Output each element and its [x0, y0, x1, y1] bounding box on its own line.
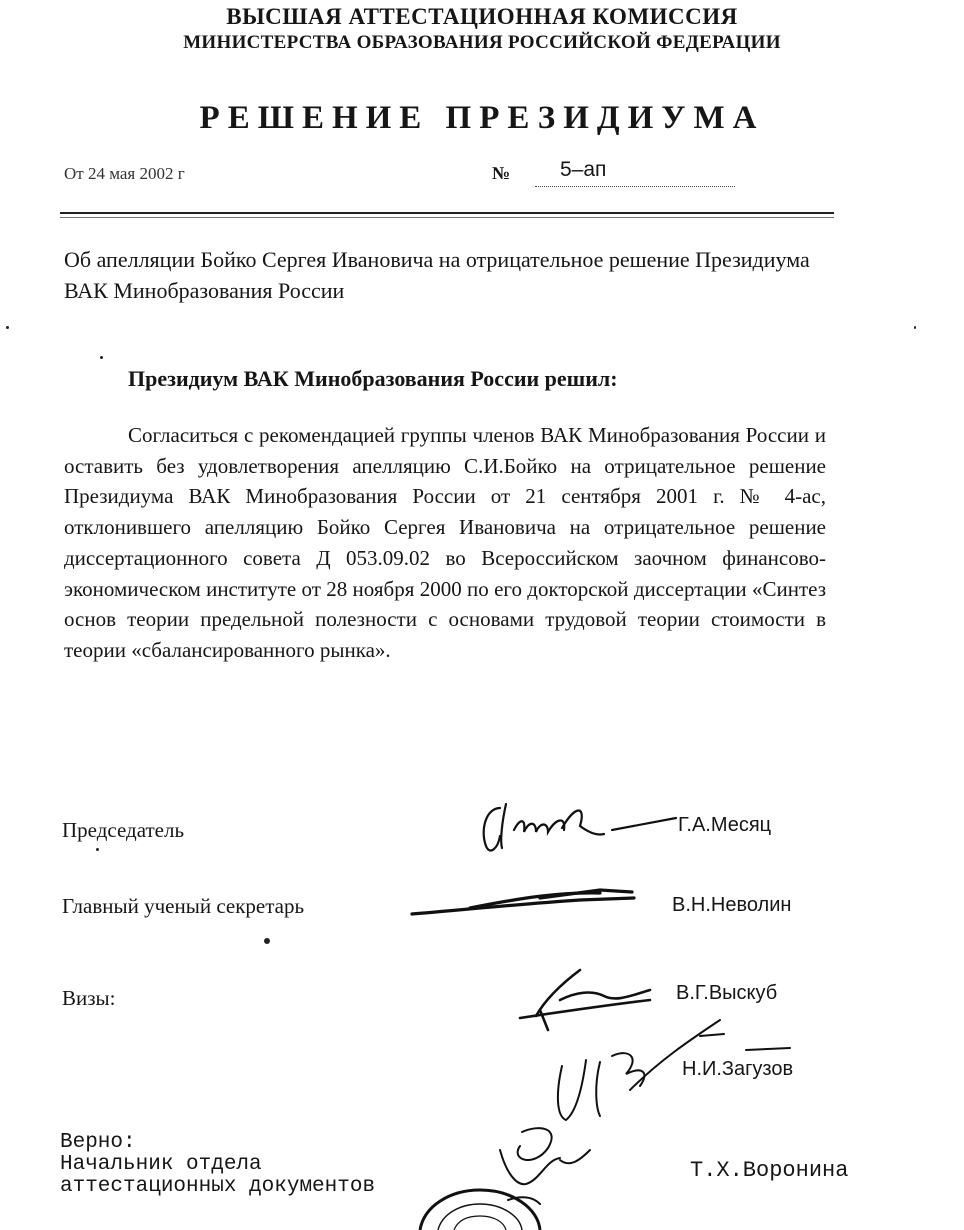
document-number: 5–ап — [560, 158, 607, 181]
visa1-signature — [520, 970, 650, 1030]
scan-speck — [6, 326, 9, 329]
chairman-name: Г.А.Месяц — [678, 814, 772, 836]
organization-name: ВЫСШАЯ АТТЕСТАЦИОННАЯ КОМИССИЯ — [226, 4, 738, 29]
visa1-name: В.Г.Выскуб — [676, 982, 778, 1004]
secretary-name: В.Н.Неволин — [672, 894, 792, 916]
scan-speck — [264, 938, 270, 944]
official-stamp — [420, 1190, 540, 1230]
resolution-heading: Президиум ВАК Минобразования России решил: — [128, 366, 618, 391]
chairman-role: Председатель — [62, 818, 185, 842]
ministry-name: МИНИСТЕРСТВА ОБРАЗОВАНИЯ РОССИЙСКОЙ ФЕДЕРАЦИИ — [183, 32, 781, 53]
secretary-signature — [412, 890, 634, 914]
number-label: № — [492, 163, 511, 183]
scan-speck — [100, 356, 103, 359]
certifier-name: Т.Х.Воронина — [690, 1158, 849, 1183]
scan-speck — [96, 848, 99, 851]
verified-label: Верно: — [60, 1131, 136, 1154]
document-subject: Об апелляции Бойко Сергея Ивановича на отрицательное решение Президиума ВАК Минобразования России — [64, 247, 810, 303]
certifier-position-line2: аттестационных документов — [60, 1175, 376, 1198]
resolution-body: Согласиться с рекомендацией группы членов ВАК Минобразования России и оставить без удовлетворения апелляцию С.И.Бойко на отрицательное решение Президиума ВАК Минобразования России от 21 сентября 2001 г. № 4-ас, отклонившего апелляцию Бойко Сергея Ивановича на отрицательное решение диссертационного совета Д 053.09.02 во Всероссийском заочном финансово-экономическом институте от 28 ноября 2000 по его докторской диссертации «Синтез основ теории предельной полезности с основами трудовой теории стоимости в теории «сбалансированного рынка». — [64, 423, 826, 662]
document-date: От 24 мая 2002 г — [64, 164, 185, 183]
scan-speck — [914, 326, 916, 329]
certifier-position-line1: Начальник отдела — [60, 1153, 262, 1176]
secretary-role: Главный ученый секретарь — [62, 894, 305, 918]
visas-label: Визы: — [62, 986, 116, 1010]
visa2-name: Н.И.Загузов — [682, 1058, 794, 1080]
chairman-signature — [484, 804, 676, 851]
certifier-signature — [500, 1128, 590, 1204]
document-title: РЕШЕНИЕ ПРЕЗИДИУМА — [199, 100, 765, 136]
visa2-signature — [558, 1020, 790, 1120]
